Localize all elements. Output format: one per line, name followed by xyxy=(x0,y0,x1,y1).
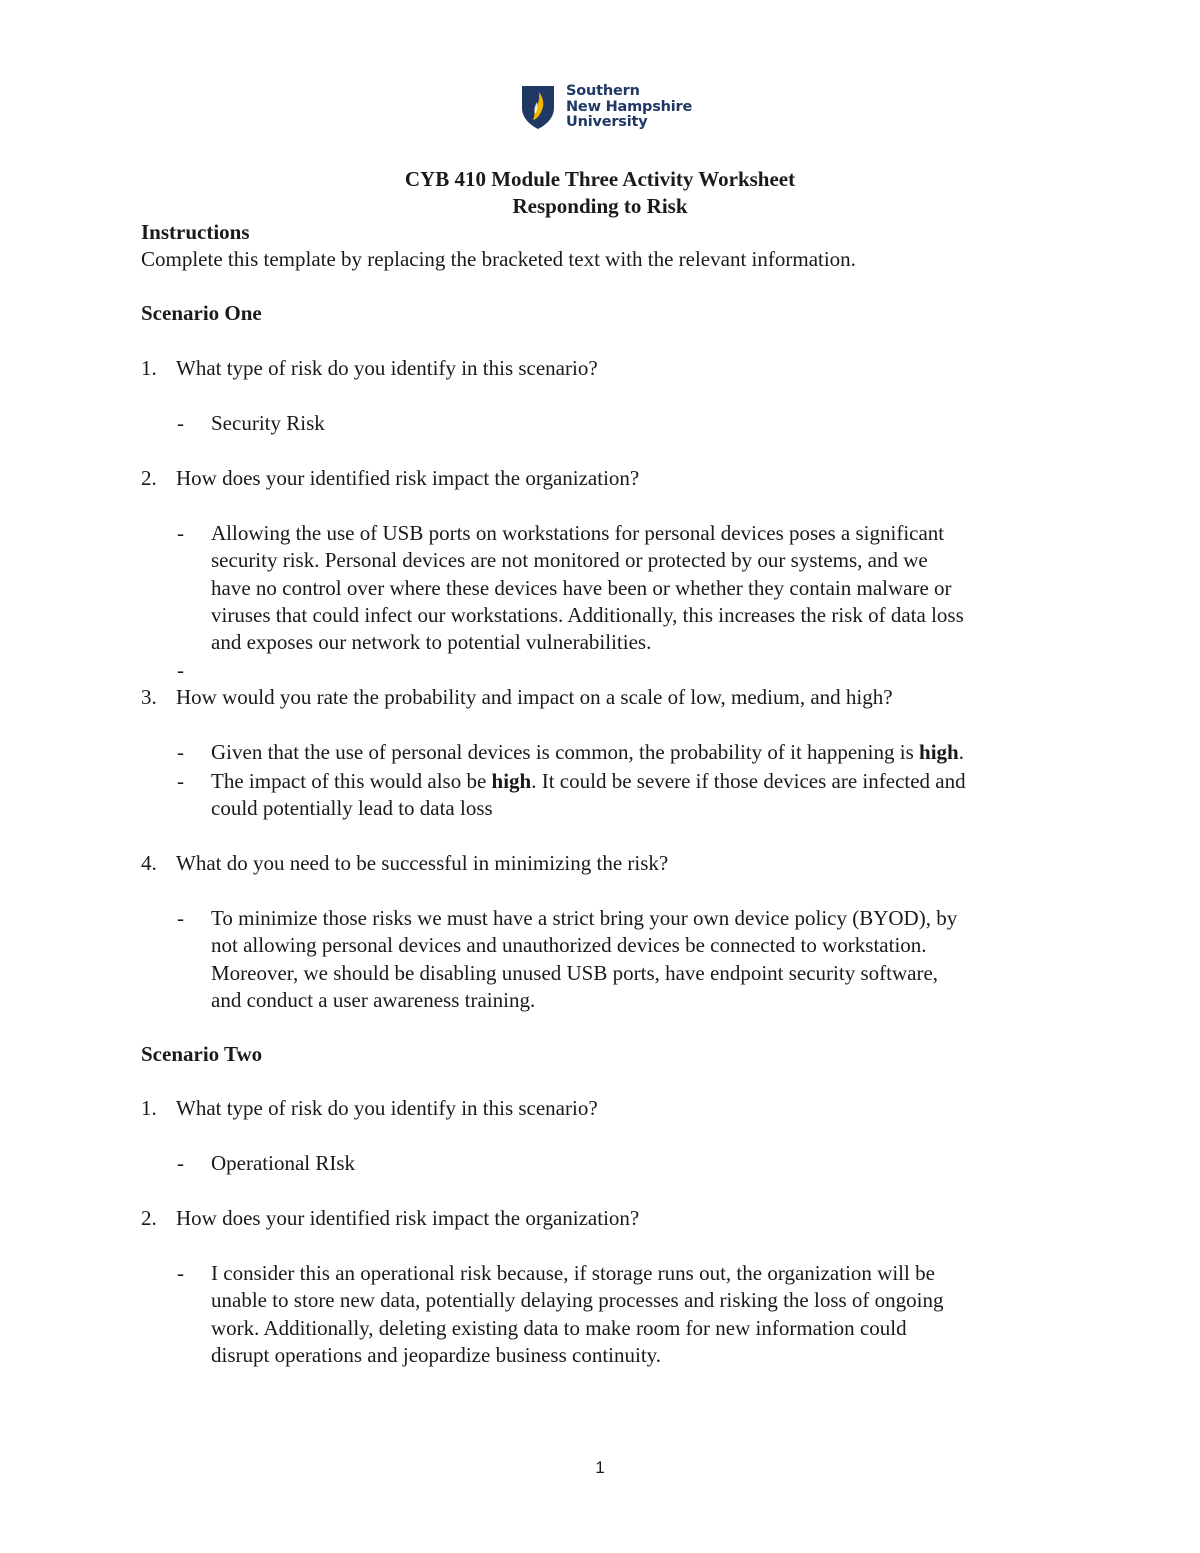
s1-a3b-text xyxy=(211,768,966,795)
s1-q1-number: 1. xyxy=(141,356,157,380)
s2-q2-text: How does your identified risk impact the organization? xyxy=(176,1206,640,1230)
s1-q2-text: How does your identified risk impact the organization? xyxy=(176,466,640,490)
s2-q2-number: 2. xyxy=(141,1206,157,1230)
s1-a3b-post: . It could be severe if those devices are infected and xyxy=(531,769,966,793)
s1-a1-dash: - xyxy=(177,411,184,435)
scenario-one-heading: Scenario One xyxy=(141,301,262,325)
s1-a3b-bold: high xyxy=(491,769,532,793)
s2-a2-dash: - xyxy=(177,1261,184,1285)
s1-a3a-bold: high xyxy=(919,740,959,764)
s1-a3a-dash: - xyxy=(177,740,184,764)
s1-a3a-text xyxy=(211,739,964,766)
instructions-heading: Instructions xyxy=(141,220,250,244)
title-line-2: Responding to Risk xyxy=(512,194,688,218)
s1-empty-dash: - xyxy=(177,658,184,682)
s2-a2-line: unable to store new data, potentially delaying processes and risking the loss of ongoing xyxy=(211,1288,944,1313)
logo-line-3: University xyxy=(566,114,648,130)
s1-a4-dash: - xyxy=(177,906,184,930)
s2-a1-text: Operational RIsk xyxy=(211,1151,356,1175)
s1-a4-line: and conduct a user awareness training. xyxy=(211,987,536,1012)
s1-a4-line: not allowing personal devices and unauthorized devices be connected to workstation. xyxy=(211,933,927,958)
s2-a2-line: I consider this an operational risk because, if storage runs out, the organization will be xyxy=(211,1261,935,1285)
s1-a3b-dash: - xyxy=(177,769,184,793)
page-number: 1 xyxy=(595,1458,605,1477)
s1-a3b-pre: The impact of this would also be xyxy=(211,769,492,793)
s1-a2-line: Allowing the use of USB ports on workstations for personal devices poses a significant xyxy=(211,521,945,545)
s1-a4-paragraph xyxy=(211,905,1071,1014)
s1-a3a-post: . xyxy=(958,740,964,764)
s2-a2-paragraph xyxy=(211,1260,1071,1369)
s1-a4-line: Moreover, we should be disabling unused USB ports, have endpoint security software, xyxy=(211,960,939,985)
s1-q2-number: 2. xyxy=(141,466,157,490)
logo-wordmark xyxy=(566,84,692,131)
s2-a1-dash: - xyxy=(177,1151,184,1175)
s2-a2-line: disrupt operations and jeopardize business continuity. xyxy=(211,1342,662,1367)
s2-a2-line: work. Additionally, deleting existing data to make room for new information could xyxy=(211,1315,907,1340)
logo-line-2: New Hampshire xyxy=(566,98,693,115)
title-line-1: CYB 410 Module Three Activity Worksheet xyxy=(404,167,796,191)
s1-a2-line: have no control over where these devices have been or whether they contain malware or xyxy=(211,575,952,600)
s1-a4-line: To minimize those risks we must have a strict bring your own device policy (BYOD), by xyxy=(211,906,958,930)
university-logo xyxy=(520,84,692,131)
s1-a2-dash: - xyxy=(177,521,184,545)
s1-q4-number: 4. xyxy=(141,851,157,875)
s1-q3-number: 3. xyxy=(141,685,157,709)
s1-q4-text: What do you need to be successful in minimizing the risk? xyxy=(176,851,669,875)
s1-a2-line: security risk. Personal devices are not monitored or protected by our systems, and we xyxy=(211,548,928,573)
s1-q3-text: How would you rate the probability and impact on a scale of low, medium, and high? xyxy=(176,685,893,709)
s1-a3a-pre: Given that the use of personal devices is common, the probability of it happening is xyxy=(211,740,920,764)
s1-a2-line: and exposes our network to potential vulnerabilities. xyxy=(211,630,652,655)
instructions-text: Complete this template by replacing the bracketed text with the relevant information. xyxy=(141,247,856,271)
s2-q1-number: 1. xyxy=(141,1096,157,1120)
s1-q1-text: What type of risk do you identify in this scenario? xyxy=(176,356,598,380)
logo-line-1: Southern xyxy=(566,83,640,99)
s1-a2-line: viruses that could infect our workstations. Additionally, this increases the risk of data loss xyxy=(211,602,964,627)
s1-a2-paragraph xyxy=(211,520,1071,656)
s1-a3b-line-2: could potentially lead to data loss xyxy=(211,796,493,820)
document-title xyxy=(0,166,1200,220)
s2-q1-text: What type of risk do you identify in this scenario? xyxy=(176,1096,598,1120)
scenario-two-heading: Scenario Two xyxy=(141,1042,263,1066)
shield-flame-icon xyxy=(520,84,556,130)
s1-a1-text: Security Risk xyxy=(211,411,325,435)
